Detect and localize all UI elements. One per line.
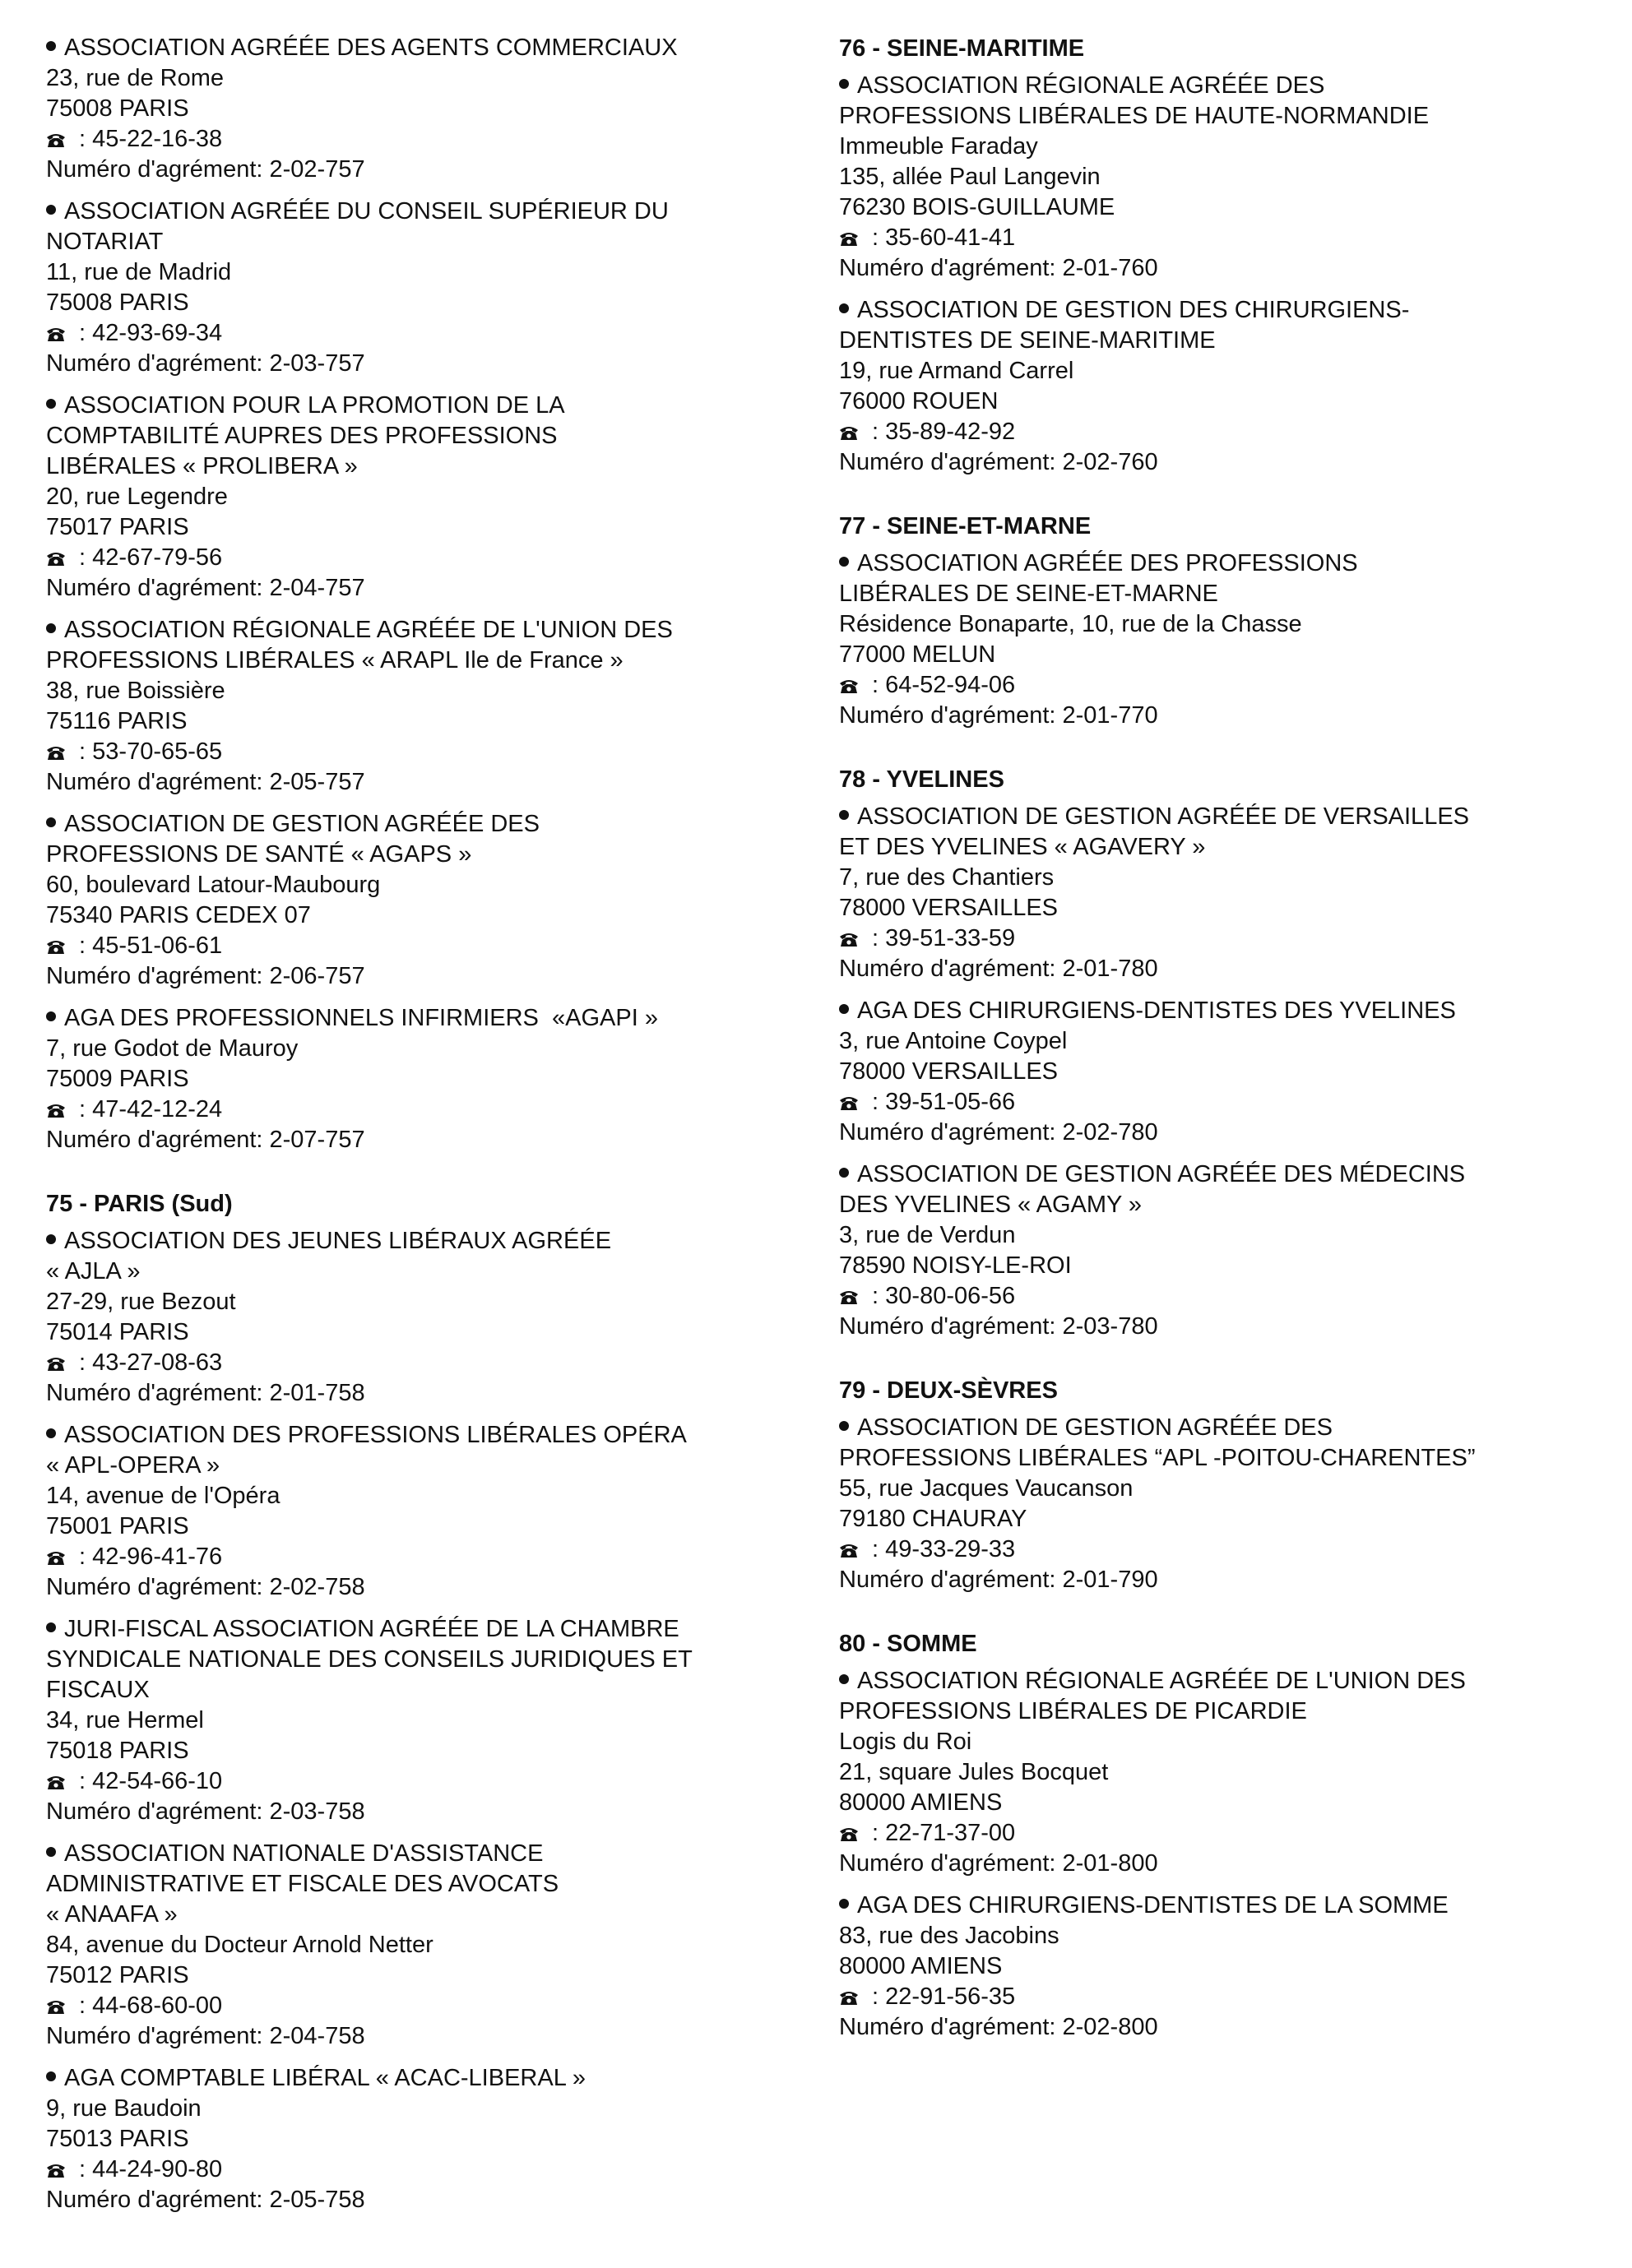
association-name-text: AGA COMPTABLE LIBÉRAL « ACAC-LIBERAL » (64, 2065, 586, 2091)
association-name-line (839, 1666, 1604, 1696)
telephone-icon (46, 1999, 66, 2015)
association-entry (46, 1003, 828, 1155)
address-line: 38, rue Boissière (46, 678, 225, 704)
association-name-text: ASSOCIATION AGRÉÉE DU CONSEIL SUPÉRIEUR DU (64, 198, 669, 224)
section-heading: 78 - YVELINES (839, 766, 1004, 793)
phone-number: : 39-51-33-59 (865, 925, 1016, 951)
address-line: 60, boulevard Latour-Maubourg (46, 872, 381, 898)
phone-line (839, 923, 1604, 954)
association-entry (839, 1666, 1604, 1879)
agrement-number: Numéro d'agrément: 2-05-758 (46, 2187, 365, 2213)
association-name-line (839, 1443, 1604, 1474)
phone-number: : 44-24-90-80 (72, 2156, 223, 2182)
phone-number: : 42-67-79-56 (72, 544, 223, 571)
association-name-line (46, 615, 828, 646)
phone-number: : 43-27-08-63 (72, 1349, 223, 1376)
directory-section (839, 764, 1604, 1342)
association-entry (839, 1159, 1604, 1342)
address-line: 77000 MELUN (839, 641, 996, 668)
section-heading: 75 - PARIS (Sud) (46, 1191, 233, 1217)
address-line: 23, rue de Rome (46, 65, 225, 91)
address-line: 75001 PARIS (46, 1513, 189, 1539)
association-entry (46, 615, 828, 798)
association-name-line (46, 809, 828, 840)
association-name-line (46, 1003, 828, 1034)
association-name-line (46, 1900, 828, 1930)
address-line: 80000 AMIENS (839, 1953, 1003, 1979)
phone-line (46, 1348, 828, 1378)
association-entry (46, 1839, 828, 2052)
telephone-icon (839, 932, 859, 947)
directory-section (839, 1375, 1604, 1595)
bullet-icon (839, 303, 849, 313)
phone-line (839, 1982, 1604, 2012)
association-name-line (839, 1159, 1604, 1190)
association-name-line (46, 451, 828, 482)
association-name-line (839, 1891, 1604, 1921)
address-line: 55, rue Jacques Vaucanson (839, 1475, 1134, 1502)
telephone-icon (46, 745, 66, 761)
association-name-line (46, 421, 828, 451)
phone-line (839, 1818, 1604, 1849)
telephone-icon (46, 1103, 66, 1118)
association-name-text: FISCAUX (46, 1677, 150, 1703)
agrement-number: Numéro d'agrément: 2-03-758 (46, 1798, 365, 1825)
association-name-line (46, 1675, 828, 1706)
association-name-line (46, 1226, 828, 1257)
address-line: Résidence Bonaparte, 10, rue de la Chasse (839, 611, 1302, 637)
association-entry (46, 197, 828, 379)
phone-line (46, 1095, 828, 1125)
bullet-icon (839, 1674, 849, 1684)
association-name-text: ASSOCIATION AGRÉÉE DES AGENTS COMMERCIAUX (64, 35, 678, 61)
address-line: 7, rue des Chantiers (839, 864, 1055, 891)
bullet-icon (46, 1011, 56, 1021)
association-name-text: ASSOCIATION DES PROFESSIONS LIBÉRALES OPÉRA (64, 1422, 687, 1448)
agrement-number: Numéro d'agrément: 2-02-780 (839, 1119, 1158, 1146)
bullet-icon (46, 1428, 56, 1438)
address-line: 76000 ROUEN (839, 388, 999, 414)
association-name-text: AGA DES CHIRURGIENS-DENTISTES DE LA SOMME (857, 1892, 1449, 1919)
bullet-icon (46, 1234, 56, 1244)
association-name-text: DES YVELINES « AGAMY » (839, 1192, 1143, 1218)
telephone-icon (839, 1826, 859, 1842)
association-name-text: « AJLA » (46, 1258, 141, 1284)
right-column (839, 33, 1604, 2054)
agrement-number: Numéro d'agrément: 2-05-757 (46, 769, 365, 795)
bullet-icon (839, 1168, 849, 1178)
address-line: 75017 PARIS (46, 514, 189, 540)
phone-line (839, 1281, 1604, 1312)
phone-number: : 47-42-12-24 (72, 1096, 223, 1122)
association-entry (46, 2063, 828, 2215)
association-name-text: ASSOCIATION AGRÉÉE DES PROFESSIONS (857, 550, 1358, 576)
association-name-line (839, 996, 1604, 1026)
agrement-number: Numéro d'agrément: 2-02-800 (839, 2014, 1158, 2040)
association-name-text: NOTARIAT (46, 229, 164, 255)
directory-section (839, 1628, 1604, 2043)
association-name-line (839, 1696, 1604, 1727)
address-line: 34, rue Hermel (46, 1707, 204, 1733)
association-name-line (839, 832, 1604, 863)
bullet-icon (839, 557, 849, 567)
phone-line (46, 318, 828, 349)
bullet-icon (46, 41, 56, 51)
association-name-line (46, 1420, 828, 1451)
section-heading: 77 - SEINE-ET-MARNE (839, 513, 1092, 539)
directory-section (839, 33, 1604, 478)
agrement-number: Numéro d'agrément: 2-01-800 (839, 1850, 1158, 1877)
bullet-icon (46, 1622, 56, 1632)
agrement-number: Numéro d'agrément: 2-01-780 (839, 956, 1158, 982)
address-line: 3, rue de Verdun (839, 1222, 1016, 1248)
telephone-icon (46, 939, 66, 955)
association-entry (46, 1420, 828, 1603)
association-name-text: PROFESSIONS LIBÉRALES DE HAUTE-NORMANDIE (839, 103, 1430, 129)
agrement-number: Numéro d'agrément: 2-02-758 (46, 1574, 365, 1600)
address-line: 84, avenue du Docteur Arnold Netter (46, 1932, 434, 1958)
association-name-line (839, 579, 1604, 609)
association-name-text: ASSOCIATION DE GESTION AGRÉÉE DE VERSAILLES (857, 803, 1470, 830)
phone-line (839, 670, 1604, 701)
address-line: 80000 AMIENS (839, 1789, 1003, 1816)
phone-line (46, 543, 828, 573)
left-column (46, 33, 828, 2227)
association-name-line (839, 548, 1604, 579)
phone-number: : 42-96-41-76 (72, 1544, 223, 1570)
telephone-icon (839, 1543, 859, 1558)
association-name-line (839, 326, 1604, 356)
address-line: 19, rue Armand Carrel (839, 358, 1074, 384)
phone-number: : 53-70-65-65 (72, 738, 223, 765)
association-name-line (839, 295, 1604, 326)
phone-number: : 39-51-05-66 (865, 1089, 1016, 1115)
agrement-number: Numéro d'agrément: 2-01-760 (839, 255, 1158, 281)
association-name-line (46, 391, 828, 421)
association-name-text: ASSOCIATION POUR LA PROMOTION DE LA (64, 392, 565, 419)
phone-line (46, 124, 828, 155)
association-entry (46, 809, 828, 992)
association-name-text: ASSOCIATION DES JEUNES LIBÉRAUX AGRÉÉE (64, 1228, 612, 1254)
telephone-icon (839, 231, 859, 247)
telephone-icon (46, 1356, 66, 1372)
directory-section (839, 511, 1604, 731)
telephone-icon (839, 678, 859, 694)
phone-number: : 42-93-69-34 (72, 320, 223, 346)
address-line: 75008 PARIS (46, 289, 189, 316)
phone-line (46, 931, 828, 961)
address-line: 75018 PARIS (46, 1738, 189, 1764)
address-line: 75008 PARIS (46, 95, 189, 122)
address-line: 3, rue Antoine Coypel (839, 1028, 1068, 1054)
section-heading: 76 - SEINE-MARITIME (839, 35, 1085, 62)
address-line: 75116 PARIS (46, 708, 188, 734)
address-line: 75340 PARIS CEDEX 07 (46, 902, 311, 928)
phone-number: : 64-52-94-06 (865, 672, 1016, 698)
address-line: 83, rue des Jacobins (839, 1923, 1059, 1949)
bullet-icon (46, 817, 56, 827)
association-name-text: AGA DES PROFESSIONNELS INFIRMIERS «AGAPI » (64, 1005, 658, 1031)
phone-line (46, 1766, 828, 1797)
association-entry (839, 1891, 1604, 2043)
association-name-line (46, 646, 828, 676)
agrement-number: Numéro d'agrément: 2-01-770 (839, 702, 1158, 729)
phone-number: : 35-89-42-92 (865, 419, 1016, 445)
association-name-text: DENTISTES DE SEINE-MARITIME (839, 327, 1216, 354)
association-entry (46, 1614, 828, 1827)
association-name-line (46, 2063, 828, 2094)
address-line: 79180 CHAURAY (839, 1506, 1027, 1532)
association-name-text: LIBÉRALES « PROLIBERA » (46, 453, 358, 479)
association-name-line (46, 1614, 828, 1645)
association-entry (839, 802, 1604, 984)
association-name-line (46, 227, 828, 257)
association-name-text: PROFESSIONS LIBÉRALES “APL -POITOU-CHARENTES” (839, 1445, 1476, 1471)
association-name-text: « APL-OPERA » (46, 1452, 220, 1479)
association-name-text: COMPTABILITÉ AUPRES DES PROFESSIONS (46, 423, 558, 449)
phone-line (46, 1991, 828, 2021)
association-name-text: ASSOCIATION DE GESTION AGRÉÉE DES (857, 1414, 1333, 1441)
address-line: 9, rue Baudoin (46, 2095, 202, 2122)
association-name-line (46, 197, 828, 227)
association-entry (46, 391, 828, 604)
association-entry (839, 996, 1604, 1148)
phone-number: : 49-33-29-33 (865, 1536, 1016, 1562)
agrement-number: Numéro d'agrément: 2-03-780 (839, 1313, 1158, 1340)
agrement-number: Numéro d'agrément: 2-02-757 (46, 156, 365, 183)
bullet-icon (839, 1004, 849, 1014)
agrement-number: Numéro d'agrément: 2-06-757 (46, 963, 365, 989)
telephone-icon (46, 2163, 66, 2178)
phone-line (839, 1534, 1604, 1565)
association-name-line (46, 840, 828, 870)
agrement-number: Numéro d'agrément: 2-02-760 (839, 449, 1158, 475)
section-heading: 79 - DEUX-SÈVRES (839, 1377, 1058, 1404)
agrement-number: Numéro d'agrément: 2-01-758 (46, 1380, 365, 1406)
agrement-number: Numéro d'agrément: 2-01-790 (839, 1567, 1158, 1593)
association-name-line (839, 1413, 1604, 1443)
address-line: 20, rue Legendre (46, 484, 228, 510)
address-line: 75012 PARIS (46, 1962, 189, 1988)
phone-number: : 45-51-06-61 (72, 933, 223, 959)
association-name-line (46, 1869, 828, 1900)
telephone-icon (46, 132, 66, 148)
association-entry (46, 1226, 828, 1409)
association-name-text: JURI-FISCAL ASSOCIATION AGRÉÉE DE LA CHAMBRE (64, 1616, 679, 1642)
phone-line (839, 417, 1604, 447)
association-name-line (46, 1451, 828, 1481)
bullet-icon (839, 1899, 849, 1909)
bullet-icon (46, 399, 56, 409)
bullet-icon (839, 810, 849, 820)
association-name-text: SYNDICALE NATIONALE DES CONSEILS JURIDIQUES ET (46, 1646, 693, 1673)
phone-line (839, 223, 1604, 253)
association-name-text: ASSOCIATION RÉGIONALE AGRÉÉE DES (857, 72, 1325, 99)
phone-line (46, 737, 828, 767)
phone-line (839, 1087, 1604, 1118)
bullet-icon (839, 1421, 849, 1431)
address-line: 11, rue de Madrid (46, 259, 232, 285)
association-name-line (839, 1190, 1604, 1220)
association-name-line (46, 1839, 828, 1869)
association-entry (839, 548, 1604, 731)
directory-section (46, 33, 828, 1155)
association-name-text: LIBÉRALES DE SEINE-ET-MARNE (839, 581, 1218, 607)
telephone-icon (46, 551, 66, 567)
association-name-text: ASSOCIATION NATIONALE D'ASSISTANCE (64, 1840, 544, 1867)
agrement-number: Numéro d'agrément: 2-07-757 (46, 1127, 365, 1153)
bullet-icon (46, 2071, 56, 2081)
address-line: 78000 VERSAILLES (839, 895, 1059, 921)
telephone-icon (46, 326, 66, 342)
association-entry (839, 71, 1604, 284)
address-line: 78000 VERSAILLES (839, 1058, 1059, 1085)
association-name-text: ASSOCIATION RÉGIONALE AGRÉÉE DE L'UNION DES (857, 1668, 1466, 1694)
bullet-icon (46, 205, 56, 215)
association-name-text: ASSOCIATION RÉGIONALE AGRÉÉE DE L'UNION DES (64, 617, 673, 643)
phone-line (46, 2155, 828, 2185)
address-line: 75013 PARIS (46, 2126, 189, 2152)
association-name-text: AGA DES CHIRURGIENS-DENTISTES DES YVELINES (857, 997, 1456, 1024)
association-name-text: ADMINISTRATIVE ET FISCALE DES AVOCATS (46, 1871, 559, 1897)
section-heading: 80 - SOMME (839, 1631, 977, 1657)
address-line: 21, square Jules Bocquet (839, 1759, 1109, 1785)
bullet-icon (839, 79, 849, 89)
telephone-icon (839, 1990, 859, 2006)
phone-number: : 35-60-41-41 (865, 224, 1016, 251)
bullet-icon (46, 1847, 56, 1857)
address-line: 14, avenue de l'Opéra (46, 1483, 280, 1509)
association-name-line (839, 802, 1604, 832)
agrement-number: Numéro d'agrément: 2-04-757 (46, 575, 365, 601)
association-name-text: ASSOCIATION DE GESTION DES CHIRURGIENS- (857, 297, 1410, 323)
association-name-text: « ANAAFA » (46, 1901, 178, 1928)
association-name-line (46, 33, 828, 63)
association-name-text: PROFESSIONS DE SANTÉ « AGAPS » (46, 841, 472, 868)
association-name-text: PROFESSIONS LIBÉRALES DE PICARDIE (839, 1698, 1307, 1724)
association-entry (46, 33, 828, 185)
telephone-icon (839, 1289, 859, 1305)
address-line: 7, rue Godot de Mauroy (46, 1035, 299, 1062)
address-line: 78590 NOISY-LE-ROI (839, 1252, 1072, 1279)
directory-section (46, 1188, 828, 2215)
bullet-icon (46, 623, 56, 633)
telephone-icon (46, 1775, 66, 1790)
address-line: 135, allée Paul Langevin (839, 164, 1101, 190)
phone-number: : 22-91-56-35 (865, 1983, 1016, 2010)
telephone-icon (839, 425, 859, 441)
association-name-text: ET DES YVELINES « AGAVERY » (839, 834, 1206, 860)
association-entry (839, 295, 1604, 478)
association-name-line (46, 1257, 828, 1287)
address-line: Logis du Roi (839, 1729, 972, 1755)
phone-number: : 42-54-66-10 (72, 1768, 223, 1794)
association-name-text: ASSOCIATION DE GESTION AGRÉÉE DES MÉDECINS (857, 1161, 1466, 1187)
address-line: 27-29, rue Bezout (46, 1289, 236, 1315)
association-name-text: PROFESSIONS LIBÉRALES « ARAPL Ile de France » (46, 647, 624, 673)
telephone-icon (46, 1550, 66, 1566)
telephone-icon (839, 1095, 859, 1111)
association-entry (839, 1413, 1604, 1595)
phone-line (46, 1542, 828, 1572)
address-line: 76230 BOIS-GUILLAUME (839, 194, 1115, 220)
phone-number: : 22-71-37-00 (865, 1820, 1016, 1846)
phone-number: : 45-22-16-38 (72, 126, 223, 152)
agrement-number: Numéro d'agrément: 2-04-758 (46, 2023, 365, 2049)
agrement-number: Numéro d'agrément: 2-03-757 (46, 350, 365, 377)
phone-number: : 30-80-06-56 (865, 1283, 1016, 1309)
address-line: Immeuble Faraday (839, 133, 1038, 160)
association-name-line (839, 71, 1604, 101)
address-line: 75009 PARIS (46, 1066, 189, 1092)
association-name-line (839, 101, 1604, 132)
association-name-line (46, 1645, 828, 1675)
phone-number: : 44-68-60-00 (72, 1993, 223, 2019)
association-name-text: ASSOCIATION DE GESTION AGRÉÉE DES (64, 811, 540, 837)
address-line: 75014 PARIS (46, 1319, 189, 1345)
